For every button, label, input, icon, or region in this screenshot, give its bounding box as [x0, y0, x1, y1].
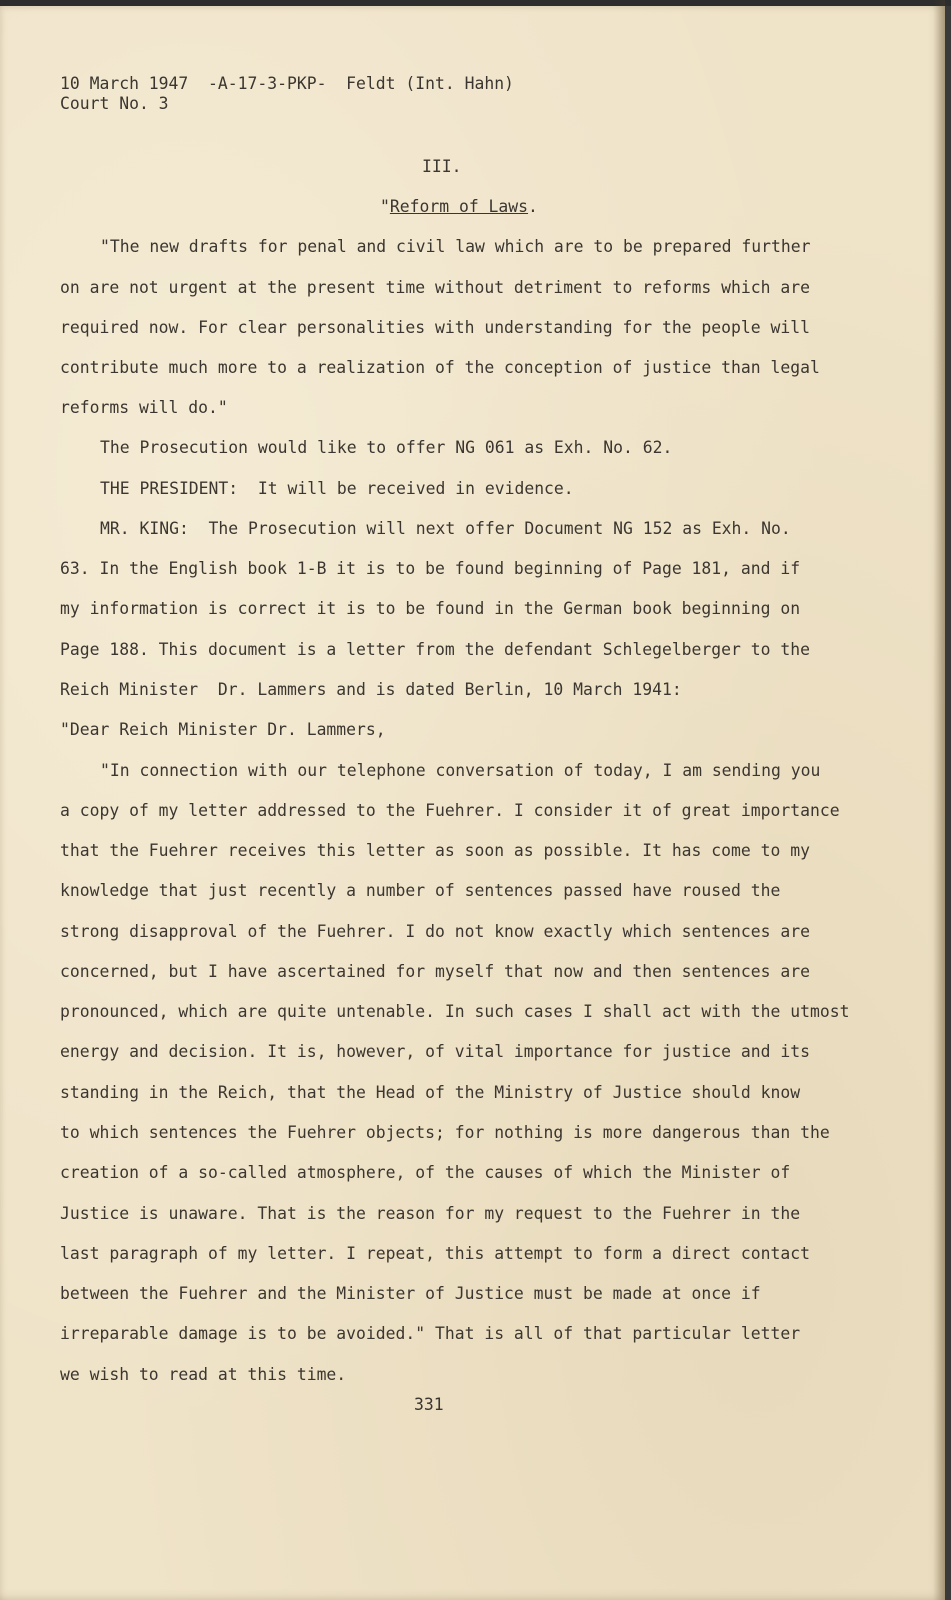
body-line: we wish to read at this time. — [60, 1365, 347, 1384]
body-line: The Prosecution would like to offer NG 061 as Exh. No. 62. — [100, 438, 673, 457]
body-line: between the Fuehrer and the Minister of Justice must be made at once if — [60, 1284, 761, 1303]
body-line: required now. For clear personalities with understanding for the people will — [60, 318, 810, 337]
body-line: creation of a so-called atmosphere, of the causes of which the Minister of — [60, 1163, 791, 1182]
body-line: "In connection with our telephone conversation of today, I am sending you — [100, 761, 821, 780]
body-line: energy and decision. It is, however, of vital importance for justice and its — [60, 1042, 810, 1061]
body-line: contribute much more to a realization of the conception of justice than legal — [60, 358, 820, 377]
section-heading — [380, 196, 538, 218]
body-line: a copy of my letter addressed to the Fuehrer. I consider it of great importance — [60, 801, 840, 820]
body-line: "Dear Reich Minister Dr. Lammers, — [60, 720, 386, 739]
scan-border — [0, 0, 951, 6]
heading-period: . — [528, 197, 538, 216]
section-number: III. — [422, 157, 462, 176]
body-line: irreparable damage is to be avoided." That is all of that particular letter — [60, 1324, 801, 1343]
body-line: Reich Minister Dr. Lammers and is dated Berlin, 10 March 1941: — [60, 680, 682, 699]
body-line: Page 188. This document is a letter from the defendant Schlegelberger to the — [60, 640, 810, 659]
body-line: MR. KING: The Prosecution will next offer Document NG 152 as Exh. No. — [100, 519, 791, 538]
body-line: knowledge that just recently a number of sentences passed have roused the — [60, 881, 781, 900]
body-line: "The new drafts for penal and civil law which are to be prepared further — [100, 237, 811, 256]
page-edge-shadow — [933, 0, 945, 1600]
body-line: my information is correct it is to be found in the German book beginning on — [60, 599, 801, 618]
body-line: strong disapproval of the Fuehrer. I do not know exactly which sentences are — [60, 922, 810, 941]
page-number: 331 — [414, 1395, 444, 1414]
body-line: on are not urgent at the present time without detriment to reforms which are — [60, 278, 810, 297]
body-line: pronounced, which are quite untenable. In such cases I shall act with the utmost — [60, 1002, 850, 1021]
body-line: that the Fuehrer receives this letter as soon as possible. It has come to my — [60, 841, 810, 860]
heading-title: Reform of Laws — [389, 197, 529, 216]
body-line: concerned, but I have ascertained for myself that now and then sentences are — [60, 962, 810, 981]
heading-quote: " — [380, 197, 390, 216]
body-line: THE PRESIDENT: It will be received in evidence. — [100, 479, 574, 498]
body-line: Justice is unaware. That is the reason for my request to the Fuehrer in the — [60, 1204, 801, 1223]
header-line-1: 10 March 1947 -A-17-3-PKP- Feldt (Int. Hahn) — [60, 74, 514, 93]
header-line-2: Court No. 3 — [60, 94, 169, 113]
body-line: reforms will do." — [60, 398, 228, 417]
body-line: standing in the Reich, that the Head of the Ministry of Justice should know — [60, 1083, 801, 1102]
body-line: last paragraph of my letter. I repeat, this attempt to form a direct contact — [60, 1244, 810, 1263]
body-line: to which sentences the Fuehrer objects; for nothing is more dangerous than the — [60, 1123, 830, 1142]
body-line: 63. In the English book 1-B it is to be found beginning of Page 181, and if — [60, 559, 801, 578]
